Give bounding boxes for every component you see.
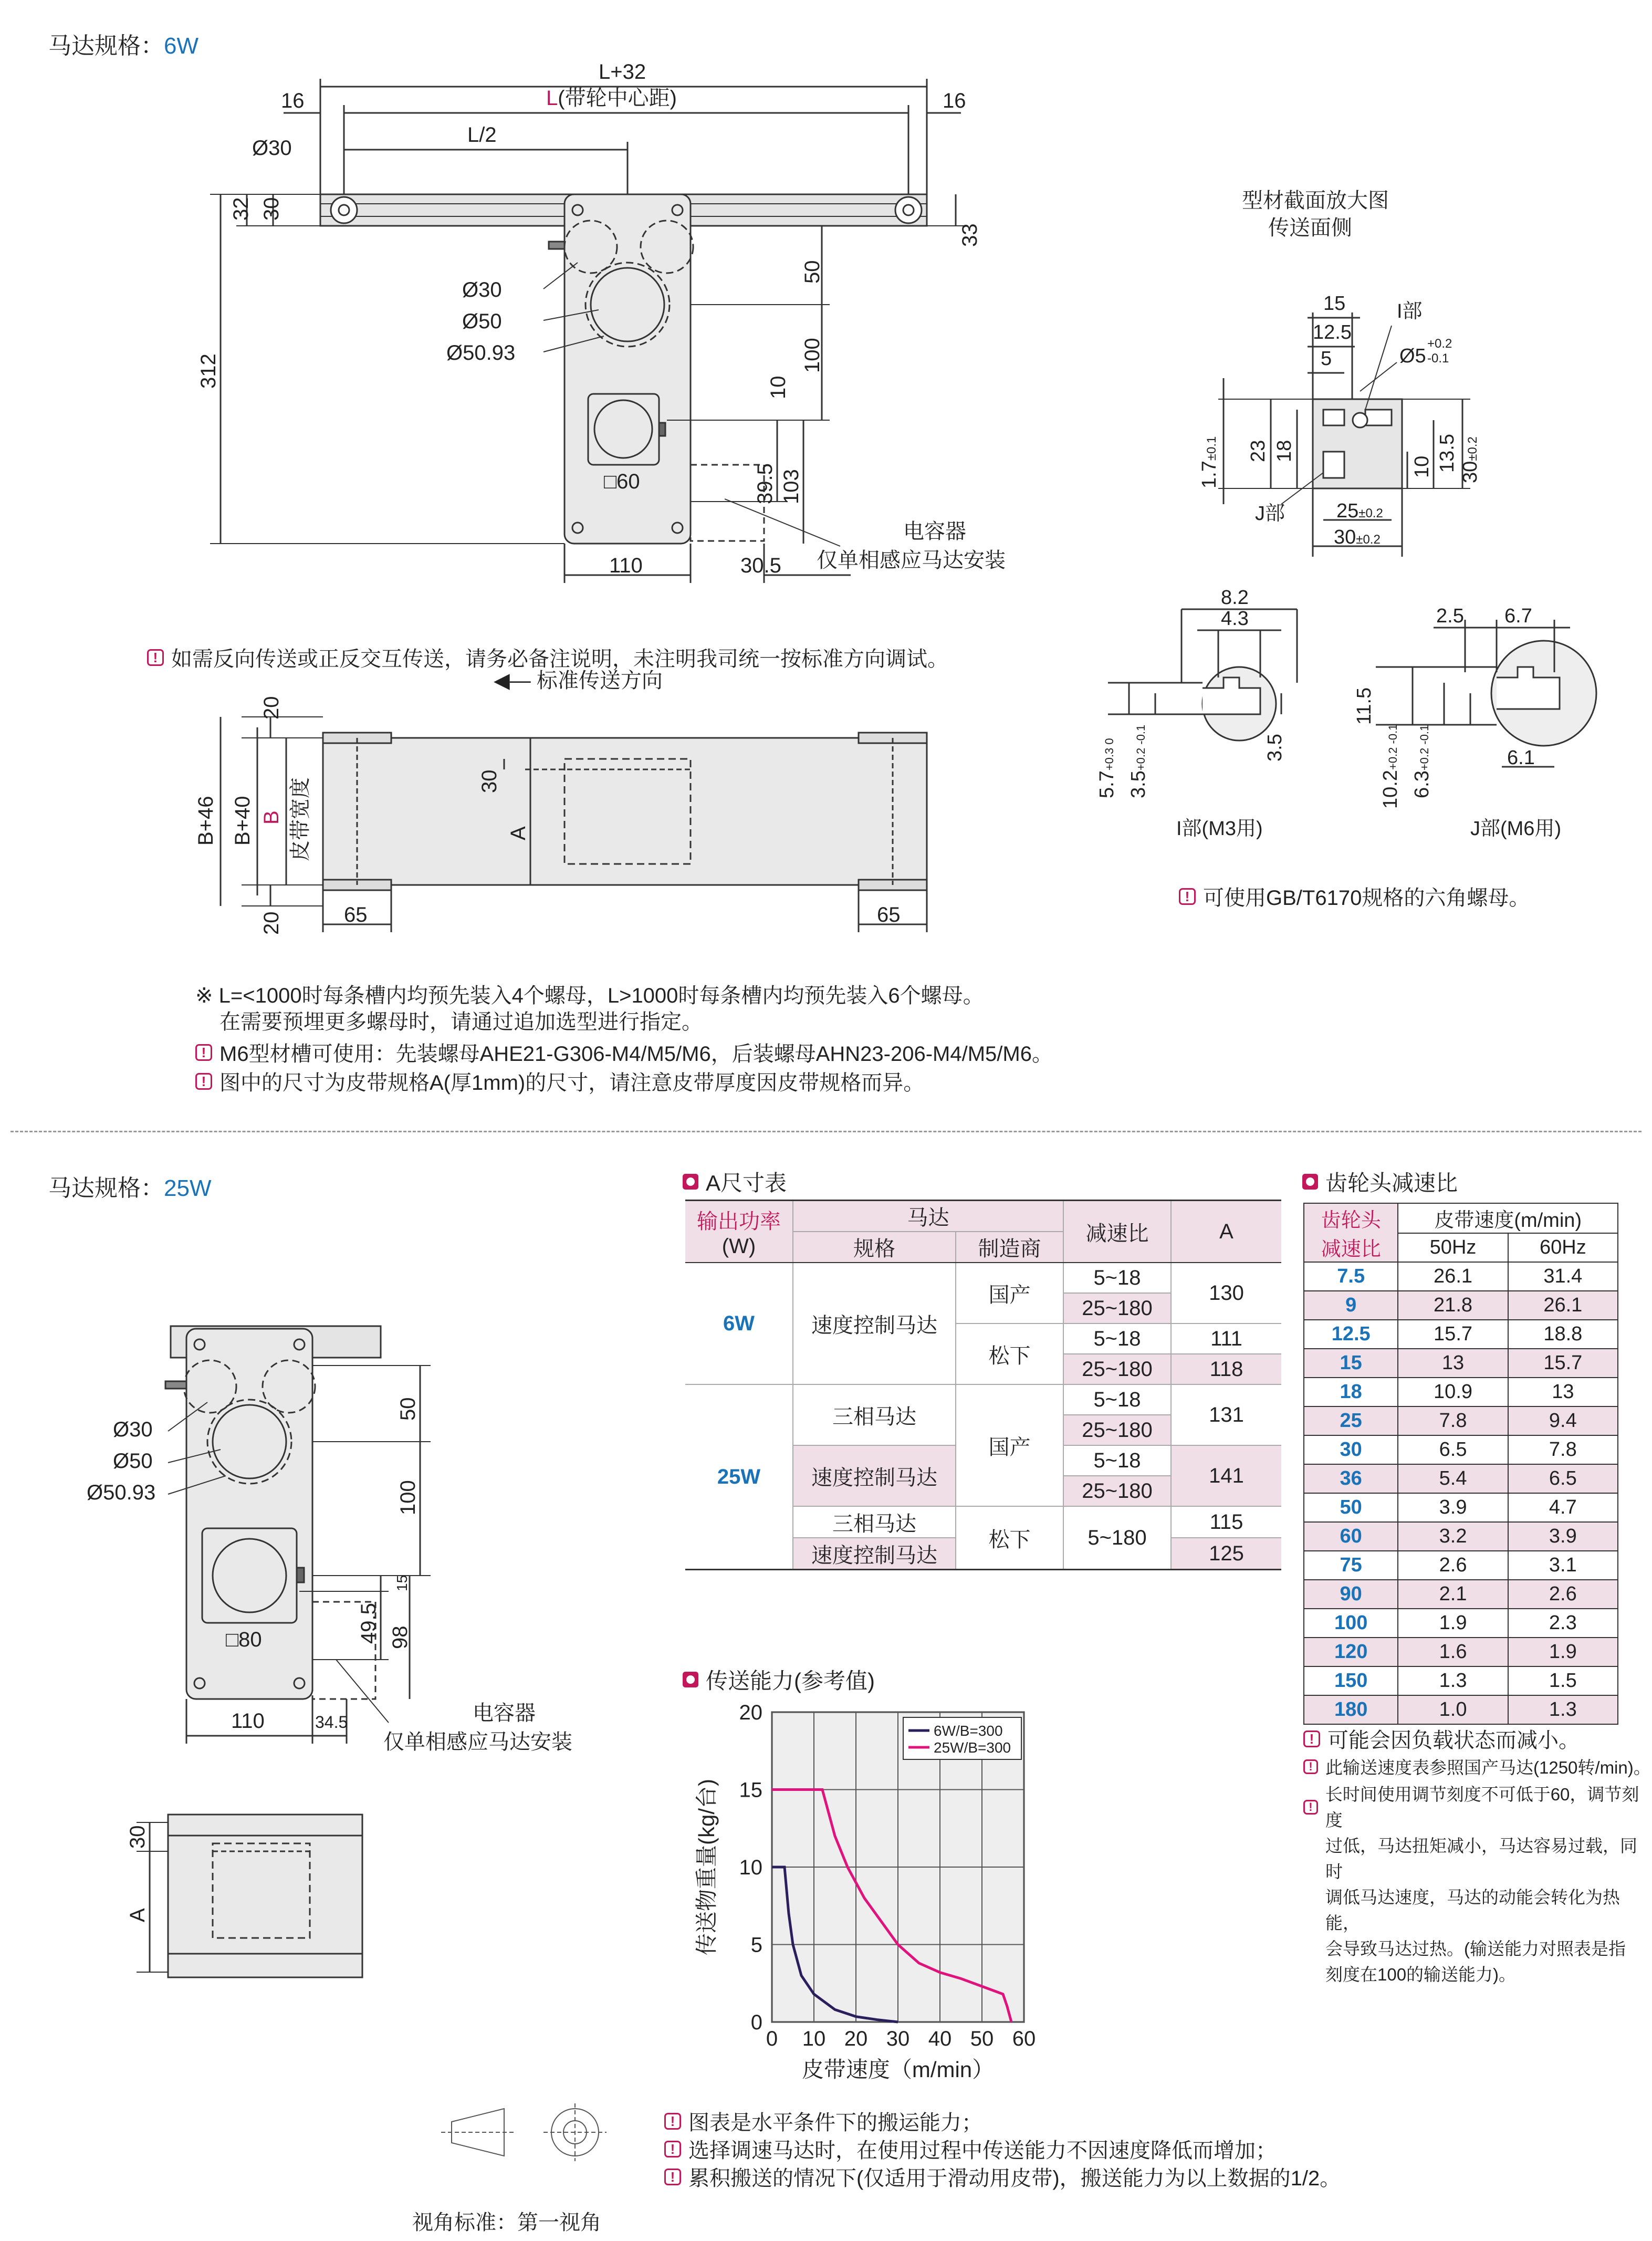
speed-60hz-cell: 1.3 xyxy=(1508,1695,1618,1724)
gear-table-row xyxy=(1304,1291,1618,1320)
s2-dim-110: 110 xyxy=(231,1710,265,1733)
nut-note-4: ! 图中的尺寸为皮带规格A(厚1mm)的尺寸，请注意皮带厚度因皮带规格而异。 xyxy=(195,1066,924,1096)
warning-icon: ! xyxy=(195,1044,212,1061)
warning-icon: ! xyxy=(1303,1731,1320,1747)
side-dim-b46: B+46 xyxy=(194,796,217,846)
section-divider xyxy=(11,1131,1641,1132)
dim-l-plus-32: L+32 xyxy=(599,60,646,84)
profile-dim-18: 18 xyxy=(1273,440,1295,462)
s2-dim-50: 50 xyxy=(396,1397,420,1421)
speed-50hz-cell: 13 xyxy=(1398,1349,1508,1378)
profile-dim-15: 15 xyxy=(1323,293,1346,315)
y-axis-label: 传送物重量(kg/台) xyxy=(694,1778,719,1956)
gear-ratio-cell: 30 xyxy=(1304,1435,1398,1464)
speed-50hz-cell: 3.2 xyxy=(1398,1522,1508,1551)
gear-table-row xyxy=(1304,1666,1618,1695)
dim-110: 110 xyxy=(609,554,643,577)
detail-i-4-3: 4.3 xyxy=(1221,608,1249,630)
s2-phi5093: Ø50.93 xyxy=(87,1481,156,1504)
detail-ij-drawing xyxy=(1092,578,1575,861)
side-belt-width: 皮带宽度 xyxy=(289,777,312,861)
warning-icon: ! xyxy=(664,2141,681,2157)
conveying-direction-label: ◀— 标准传送方向 xyxy=(494,669,663,692)
gear-table-row xyxy=(1304,1609,1618,1638)
capacity-title: 传送能力(参考值) xyxy=(683,1664,875,1695)
speed-60hz-cell: 4.7 xyxy=(1508,1493,1618,1522)
gear-ratio-cell: 36 xyxy=(1304,1464,1398,1493)
speed-50hz-cell: 10.9 xyxy=(1398,1378,1508,1406)
gear-table-row xyxy=(1304,1262,1618,1291)
gear-table-row xyxy=(1304,1493,1618,1522)
detail-j-10-2: 10.2+0.2 -0.1 xyxy=(1379,724,1402,809)
speed-60hz-cell: 1.9 xyxy=(1508,1638,1618,1666)
side-dim-20-top: 20 xyxy=(260,696,283,720)
detail-j-6-7: 6.7 xyxy=(1504,605,1532,627)
section-bullet-icon xyxy=(683,1174,698,1190)
gear-table-row xyxy=(1304,1551,1618,1580)
dim-39-5: 39.5 xyxy=(754,463,777,504)
gear-ratio-cell: 90 xyxy=(1304,1580,1398,1609)
x-tick-label: 50 xyxy=(970,2027,994,2050)
gear-ratio-cell: 18 xyxy=(1304,1378,1398,1406)
gear-table-row xyxy=(1304,1349,1618,1378)
dim-l-half: L/2 xyxy=(467,123,497,147)
speed-60hz-cell: 3.9 xyxy=(1508,1522,1618,1551)
direction-note: ! 如需反向传送或正反交互传送，请务必备注说明，未注明我司统一按标准方向调试。 xyxy=(147,642,948,672)
gear-ratio-table: 齿轮头 减速比 皮带速度(m/min) 50Hz 60Hz 7.5 26.1 31.4 9 21.8 26.1 12.5 15.7 18.8 15 13 15.7 18 10.9 13 25 7.8 9.4 30 6.5 7.8 36 5.4 6.5 50 3.9 4.7 60 3.2 3.9 75 2.6 3.1 90 2.1 2.6 100 1.9 2.3 120 1.6 1.9 150 1.3 1.5 180 1.0 1.3 xyxy=(1303,1203,1618,1725)
side-dim-30: 30 xyxy=(478,769,501,793)
speed-50hz-cell: 1.0 xyxy=(1398,1695,1508,1724)
y-tick-label: 0 xyxy=(750,2011,762,2034)
detail-i-5-7: 5.7+0.3 0 xyxy=(1096,738,1118,798)
nut-note-2: 在需要预埋更多螺母时，请通过追加选型进行指定。 xyxy=(219,1010,703,1034)
speed-50hz-cell: 7.8 xyxy=(1398,1406,1508,1435)
detail-j-11-5: 11.5 xyxy=(1353,687,1375,725)
profile-subtitle: 传送面侧 xyxy=(1268,216,1352,239)
legend-label: 25W/B=300 xyxy=(934,1739,1011,1756)
gear-ratio-cell: 9 xyxy=(1304,1291,1398,1320)
first-angle-projection-icon xyxy=(431,2101,620,2164)
x-tick-label: 30 xyxy=(886,2027,910,2050)
y-tick-label: 10 xyxy=(739,1856,762,1879)
gear-ratio-cell: 15 xyxy=(1304,1349,1398,1378)
profile-title: 型材截面放大图 xyxy=(1242,189,1389,212)
dim-phi30-end: Ø30 xyxy=(252,137,292,160)
top-view-25w-drawing xyxy=(79,1313,656,1759)
s2-side-dim-30: 30 xyxy=(126,1825,149,1849)
gear-ratio-cell: 100 xyxy=(1304,1609,1398,1638)
speed-60hz-cell: 9.4 xyxy=(1508,1406,1618,1435)
warning-icon: ! xyxy=(664,2169,681,2185)
capacity-chart xyxy=(693,1696,1071,2082)
top-view-6w-drawing xyxy=(197,60,1092,588)
speed-60hz-cell: 2.6 xyxy=(1508,1580,1618,1609)
side-view-25w-drawing xyxy=(116,1796,378,1996)
gear-table-title: 齿轮头减速比 xyxy=(1302,1166,1458,1197)
dim-103: 103 xyxy=(780,469,803,504)
dim-312: 312 xyxy=(197,353,220,389)
gear-table-row xyxy=(1304,1580,1618,1609)
detail-j-label: J部(M6用) xyxy=(1470,818,1562,840)
label-phi30: Ø30 xyxy=(462,278,502,301)
dim-30-5: 30.5 xyxy=(740,554,781,577)
gear-note-adjust: ! 长时间使用调节刻度不可低于60，调节刻度 过低，马达扭矩减小，马达容易过载，同时 调低马达速度，马达的动能会转化为热能， 会导致马达过热。(输送能力对照表是指 刻度在100的输送能力)。 xyxy=(1303,1781,1652,1987)
gear-ratio-cell: 150 xyxy=(1304,1666,1398,1695)
profile-phi5-tol-dn: -0.1 xyxy=(1427,351,1449,366)
speed-50hz-cell: 1.9 xyxy=(1398,1609,1508,1638)
y-tick-label: 5 xyxy=(750,1933,762,1957)
s2-square-80: □80 xyxy=(226,1628,262,1651)
speed-50hz-cell: 1.3 xyxy=(1398,1666,1508,1695)
profile-dim-23: 23 xyxy=(1247,440,1269,462)
s2-side-dim-a: A xyxy=(126,1908,149,1922)
gear-ratio-cell: 7.5 xyxy=(1304,1262,1398,1291)
y-tick-label: 15 xyxy=(739,1778,762,1802)
warning-icon: ! xyxy=(195,1073,212,1090)
detail-i-3-5b: 3.5 xyxy=(1264,734,1286,762)
speed-60hz-cell: 15.7 xyxy=(1508,1349,1618,1378)
speed-60hz-cell: 6.5 xyxy=(1508,1464,1618,1493)
s2-phi50: Ø50 xyxy=(113,1450,153,1473)
dim-16-left: 16 xyxy=(281,89,305,112)
side-dim-b40: B+40 xyxy=(231,796,254,846)
capacitor-label: 电容器 xyxy=(903,520,966,543)
a-size-table: 输出功率 (W) 马达 减速比 A 规格 制造商 6W 速度控制马达 国产 5~18 130 25~180 松下 5~18 111 25~180 118 25W 三相马达 国产 5~18 131 25~180 速度控制马达 5~18 141 25~180 三相马达 松下 5~180 115 速度控制马达 125 xyxy=(685,1200,1281,1570)
gear-ratio-cell: 75 xyxy=(1304,1551,1398,1580)
speed-60hz-cell: 2.3 xyxy=(1508,1609,1618,1638)
gear-ratio-cell: 25 xyxy=(1304,1406,1398,1435)
dim-100: 100 xyxy=(801,338,824,373)
dim-50: 50 xyxy=(801,260,824,284)
capacitor-note: 仅单相感应马达安装 xyxy=(817,549,1006,572)
profile-phi5: Ø5 xyxy=(1399,345,1426,367)
y-tick-label: 20 xyxy=(739,1701,762,1724)
profile-dim-10: 10 xyxy=(1411,455,1433,478)
speed-50hz-cell: 15.7 xyxy=(1398,1320,1508,1349)
gear-note-speed-ref: ! 此输送速度表参照国产马达(1250转/min)。 xyxy=(1303,1754,1651,1779)
section-bullet-icon xyxy=(683,1672,698,1687)
profile-dim-5: 5 xyxy=(1321,348,1332,370)
detail-i-label: I部(M3用) xyxy=(1176,818,1263,840)
speed-60hz-cell: 31.4 xyxy=(1508,1262,1618,1291)
x-tick-label: 0 xyxy=(766,2027,778,2050)
arrow-left-icon: ◀— xyxy=(494,669,537,692)
gear-note-main: ! 可能会因负载状态而减小。 xyxy=(1303,1724,1580,1754)
profile-dim-30: 30±0.2 xyxy=(1459,436,1481,483)
dim-16-right: 16 xyxy=(943,89,966,112)
profile-dim-1-7: 1.7±0.1 xyxy=(1198,436,1220,488)
dim-l-belt-center: L(带轮中心距) xyxy=(546,87,677,110)
gear-ratio-cell: 50 xyxy=(1304,1493,1398,1522)
detail-i-8-2: 8.2 xyxy=(1221,587,1249,609)
gear-ratio-cell: 60 xyxy=(1304,1522,1398,1551)
x-tick-label: 40 xyxy=(928,2027,952,2050)
label-phi50: Ø50 xyxy=(462,310,502,333)
speed-60hz-cell: 13 xyxy=(1508,1378,1618,1406)
x-tick-label: 20 xyxy=(844,2027,868,2050)
warning-icon: ! xyxy=(1179,888,1196,905)
speed-50hz-cell: 5.4 xyxy=(1398,1464,1508,1493)
gear-table-row xyxy=(1304,1695,1618,1724)
x-axis-label: 皮带速度（m/min） xyxy=(801,2057,995,2082)
view-angle-label: 视角标准：第一视角 xyxy=(412,2211,601,2234)
speed-50hz-cell: 1.6 xyxy=(1398,1638,1508,1666)
gear-table-row xyxy=(1304,1406,1618,1435)
dim-30: 30 xyxy=(260,197,283,221)
side-dim-20-bottom: 20 xyxy=(260,911,283,935)
profile-section-drawing xyxy=(1187,273,1481,567)
capacity-note-2: ! 选择调速马达时，在使用过程中传送能力不因速度降低而增加； xyxy=(664,2134,1277,2164)
nut-note-3: ! M6型材槽可使用：先装螺母AHE21-G306-M4/M5/M6，后装螺母AHN23-206-M4/M5/M6。 xyxy=(195,1037,1053,1067)
gear-ratio-cell: 180 xyxy=(1304,1695,1398,1724)
profile-i-part: I部 xyxy=(1397,300,1423,322)
detail-i-3-5: 3.5+0.2 -0.1 xyxy=(1127,724,1149,798)
speed-60hz-cell: 7.8 xyxy=(1508,1435,1618,1464)
side-dim-65-left: 65 xyxy=(344,903,368,926)
section-bullet-icon xyxy=(1302,1174,1318,1190)
gear-table-row xyxy=(1304,1320,1618,1349)
side-dim-a: A xyxy=(507,826,530,840)
capacity-note-3: ! 累积搬送的情况下(仅适用于滑动用皮带)，搬送能力为以上数据的1/2。 xyxy=(664,2162,1341,2192)
s2-dim-34-5: 34.5 xyxy=(315,1713,348,1732)
speed-50hz-cell: 2.1 xyxy=(1398,1580,1508,1609)
speed-60hz-cell: 26.1 xyxy=(1508,1291,1618,1320)
dim-32: 32 xyxy=(229,197,253,221)
s2-dim-15: 15 xyxy=(394,1575,410,1591)
label-phi5093: Ø50.93 xyxy=(446,341,516,364)
gear-ratio-cell: 120 xyxy=(1304,1638,1398,1666)
warning-icon: ! xyxy=(1303,1800,1318,1815)
speed-60hz-cell: 1.5 xyxy=(1508,1666,1618,1695)
speed-50hz-cell: 21.8 xyxy=(1398,1291,1508,1320)
speed-50hz-cell: 6.5 xyxy=(1398,1435,1508,1464)
detail-j-6-1: 6.1 xyxy=(1507,747,1535,769)
detail-j-6-3: 6.3+0.2 -0.1 xyxy=(1411,724,1433,798)
gear-table-row xyxy=(1304,1464,1618,1493)
s2-dim-100: 100 xyxy=(396,1480,420,1515)
warning-icon: ! xyxy=(664,2113,681,2130)
dim-square-60: □60 xyxy=(604,470,640,493)
side-dim-65-right: 65 xyxy=(877,903,901,926)
s2-dim-49-5: 49.5 xyxy=(357,1603,380,1644)
a-table-title: A尺寸表 xyxy=(683,1166,787,1197)
speed-50hz-cell: 26.1 xyxy=(1398,1262,1508,1291)
speed-50hz-cell: 2.6 xyxy=(1398,1551,1508,1580)
gear-table-body xyxy=(1304,1262,1618,1724)
side-dim-b: B xyxy=(260,810,283,825)
s2-capacitor: 电容器 xyxy=(473,1702,536,1725)
profile-dim-30b: 30±0.2 xyxy=(1334,526,1381,548)
legend-label: 6W/B=300 xyxy=(934,1723,1003,1739)
profile-dim-12-5: 12.5 xyxy=(1313,321,1352,343)
dim-33: 33 xyxy=(958,223,981,247)
s2-capacitor-note: 仅单相感应马达安装 xyxy=(383,1731,572,1754)
gear-table-row xyxy=(1304,1522,1618,1551)
profile-j-part: J部 xyxy=(1255,503,1285,525)
x-tick-label: 10 xyxy=(802,2027,826,2050)
profile-dim-13-5: 13.5 xyxy=(1436,434,1458,473)
warning-icon: ! xyxy=(1303,1759,1318,1774)
profile-dim-25: 25±0.2 xyxy=(1336,500,1383,522)
s2-phi30: Ø30 xyxy=(113,1418,153,1441)
side-view-6w-drawing xyxy=(189,683,977,945)
detail-j-2-5: 2.5 xyxy=(1436,605,1464,627)
gear-table-row xyxy=(1304,1378,1618,1406)
capacity-note-1: ! 图表是水平条件下的搬运能力； xyxy=(664,2106,982,2136)
hex-nut-note: ! 可使用GB/T6170规格的六角螺母。 xyxy=(1179,881,1530,911)
profile-phi5-tol-up: +0.2 xyxy=(1427,337,1452,351)
nut-note-1: ※ L=<1000时每条槽内均预先装入4个螺母，L>1000时每条槽内均预先装入6个螺母。 xyxy=(195,984,984,1007)
dim-10: 10 xyxy=(767,376,790,399)
motor-spec-6w: 马达规格：6W xyxy=(48,33,198,59)
speed-60hz-cell: 18.8 xyxy=(1508,1320,1618,1349)
warning-icon: ! xyxy=(147,649,164,666)
gear-ratio-cell: 12.5 xyxy=(1304,1320,1398,1349)
speed-60hz-cell: 3.1 xyxy=(1508,1551,1618,1580)
speed-50hz-cell: 3.9 xyxy=(1398,1493,1508,1522)
gear-table-row xyxy=(1304,1638,1618,1666)
motor-spec-25w: 马达规格：25W xyxy=(48,1175,212,1201)
gear-table-row xyxy=(1304,1435,1618,1464)
s2-dim-98: 98 xyxy=(389,1625,412,1649)
x-tick-label: 60 xyxy=(1012,2027,1036,2050)
